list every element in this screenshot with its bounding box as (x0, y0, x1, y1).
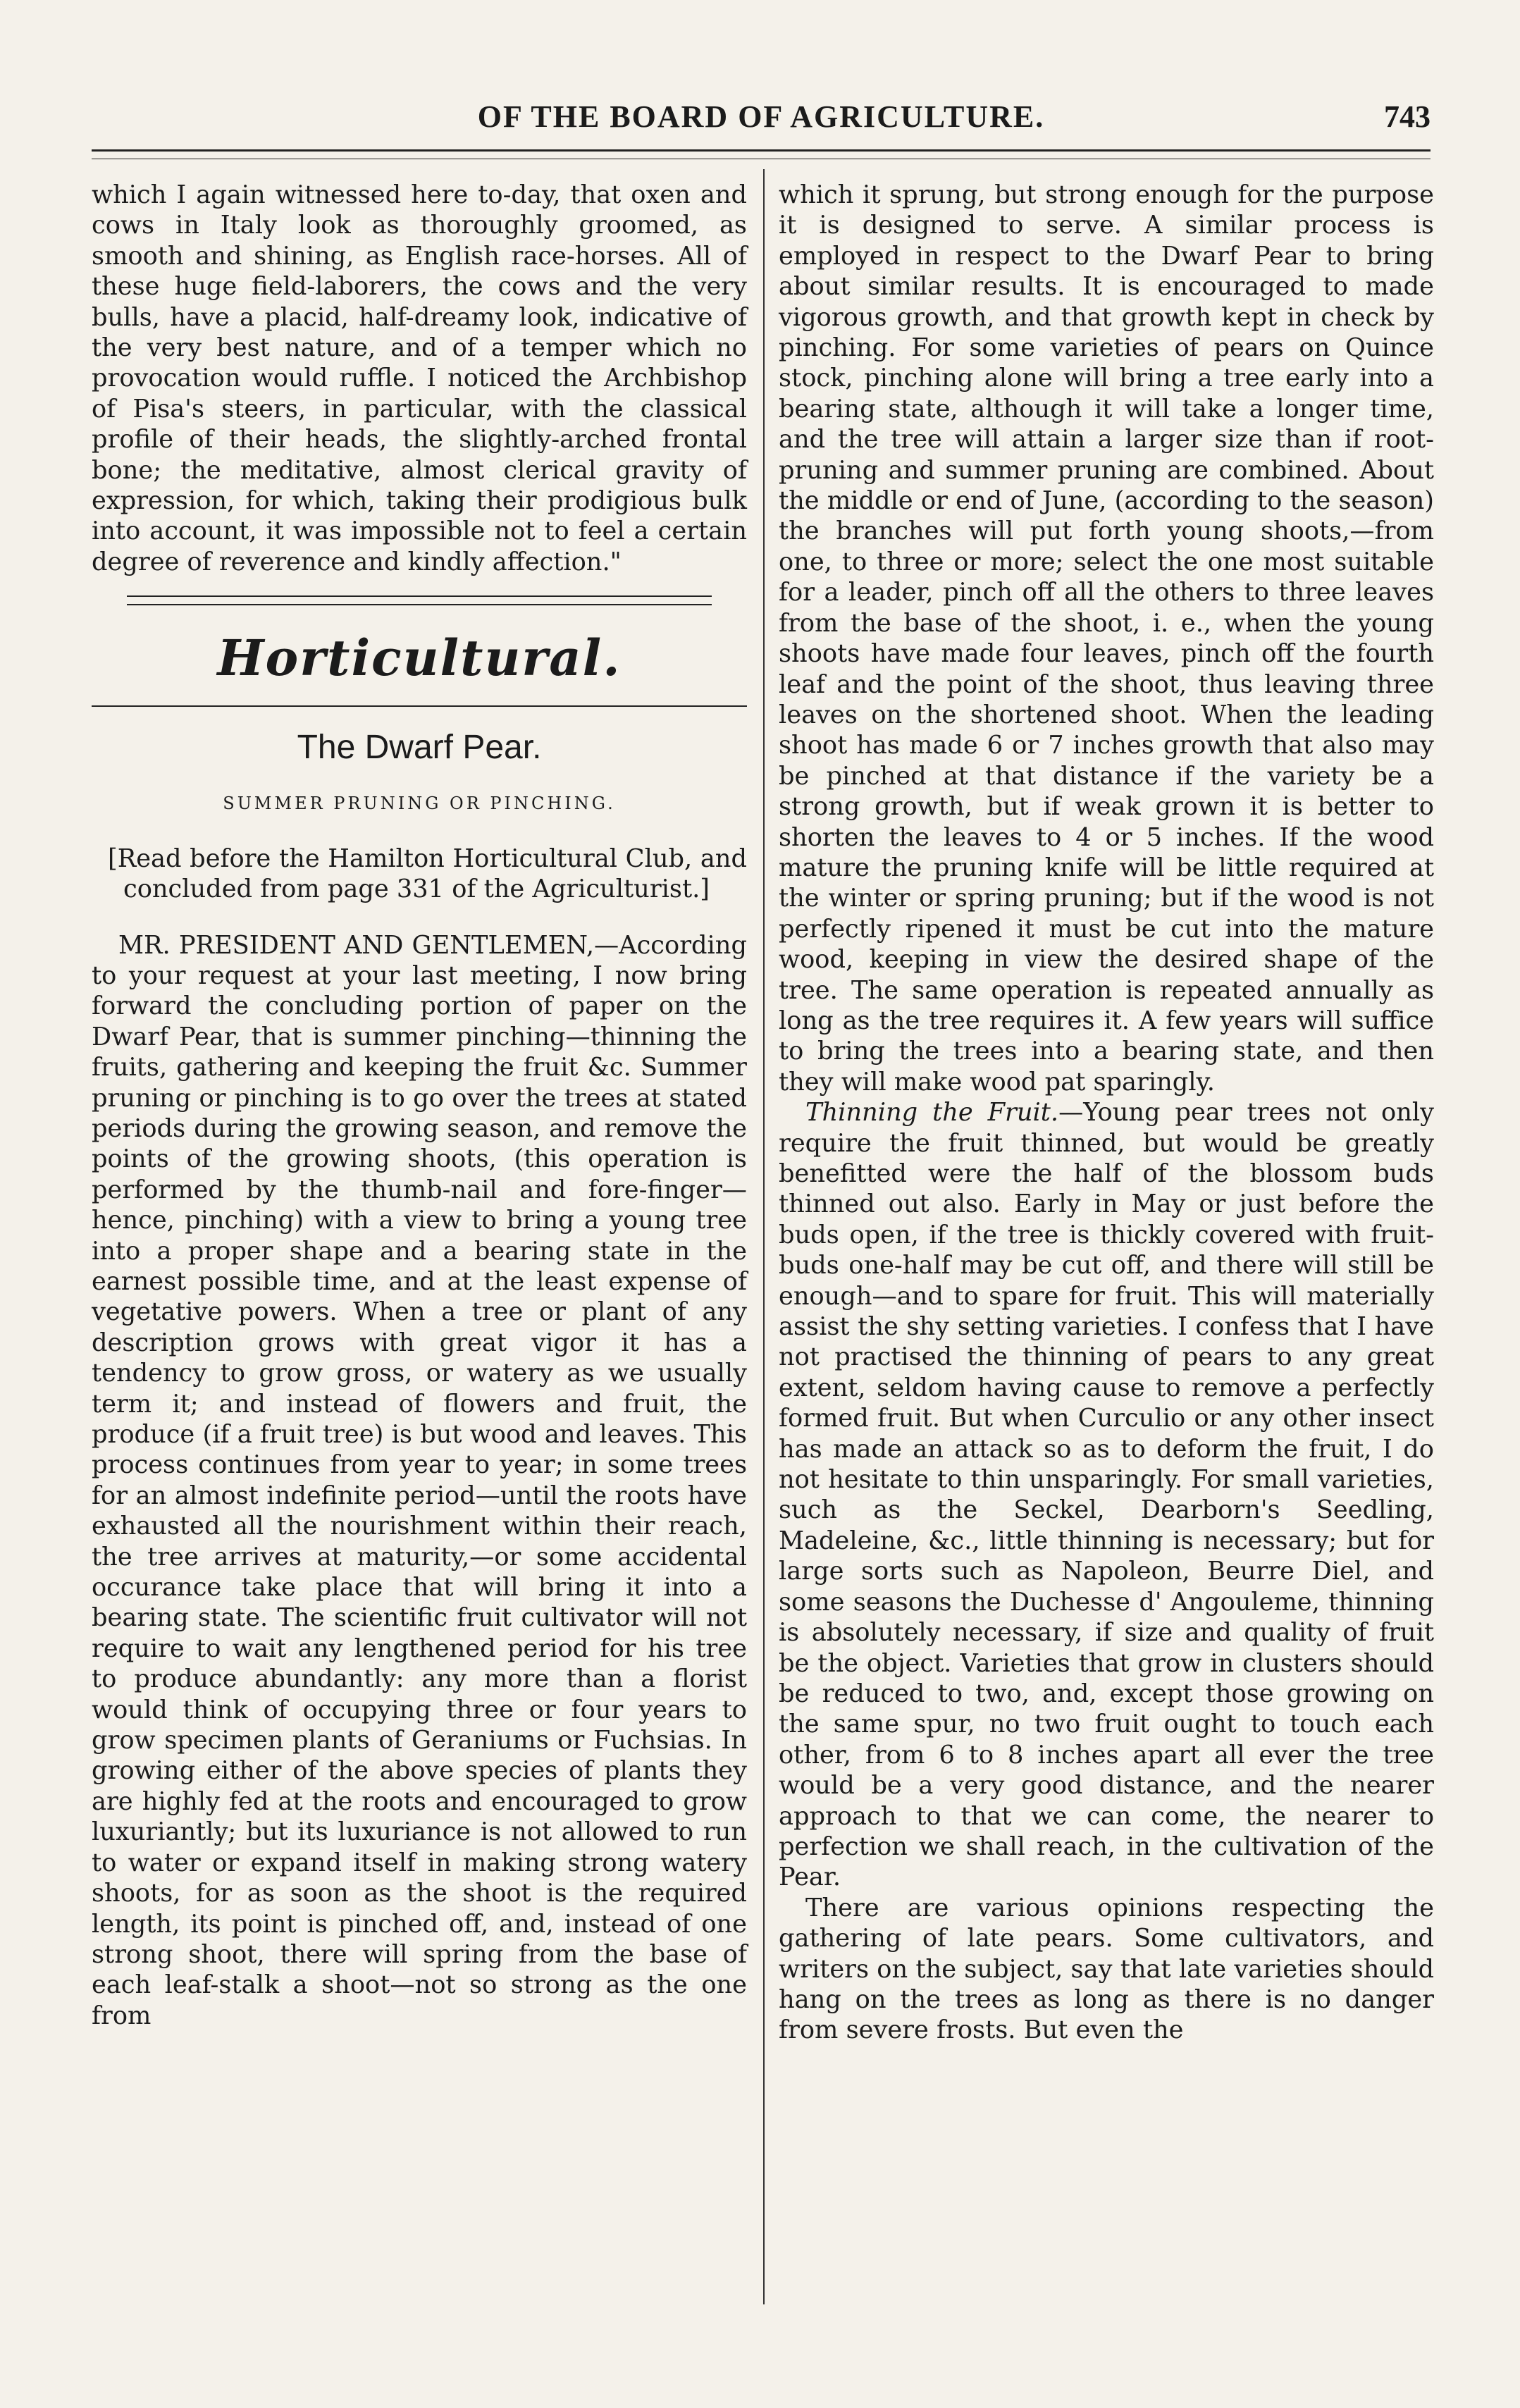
section-divider (127, 595, 712, 605)
running-title: OF THE BOARD OF AGRICULTURE. (477, 99, 1045, 134)
body-paragraph: MR. PRESIDENT AND GENTLEMEN,—According to your request at your last meeting, I now bring forward the concluding portion of paper on the Dwarf Pear, that is summer pinching—thinning the fruits, gathering and keeping the fruit &c. Summer pruning or pinching is to go over the trees at stated periods during the growing season, and remove the points of the growing shoots, (this operation is performed by the thumb-nail and fore-finger—hence, pinching) with a view to bring a young tree into a proper shape and a bearing state in the earnest possible time, and at the least expense of vegetative powers. When a tree or plant of any description grows with great vigor it has a tendency to grow gross, or watery as we usually term it; and instead of flowers and fruit, the produce (if a fruit tree) is but wood and leaves. This process continues from year to year; in some trees for an almost indefinite period—until the roots have exhausted all the nourishment within their reach, the tree arrives at maturity,—or some accidental occurance take place that will bring it into a bearing state. The scientific fruit cultivator will not require to wait any lengthened period for his tree to produce abundantly: any more than a florist would think of occupying three or four years to grow specimen plants of Geraniums or Fuchsias. In growing either of the above species of plants they are highly fed at the roots and encouraged to grow luxuriantly; but its luxuriance is not allowed to run to water or expand itself in making strong watery shoots, for as soon as the shoot is the required length, its point is pinched off, and, instead of one strong shoot, there will spring from the base of each leaf-stalk a shoot—not so strong as the one from (92, 930, 747, 2030)
right-column (779, 180, 1434, 2046)
section-title: Horticultural. (217, 629, 622, 688)
body-paragraph (779, 1097, 1434, 1893)
section-rule (92, 705, 747, 707)
article-title: The Dwarf Pear. (297, 729, 542, 767)
body-paragraph: which it sprung, but strong enough for the purpose it is designed to serve. A similar process is employed in respect to the Dwarf Pear to bring about similar results. It is encouraged to made vigorous growth, and that growth kept in check by pinching. For some varieties of pears on Quince stock, pinching alone will bring a tree early into a bearing state, although it will take a longer time, and the tree will attain a larger size than if root-pruning and summer pruning are combined. About the middle or end of June, (according to the season) the branches will put forth young shoots,—from one, to three or more; select the one most suitable for a leader, pinch off all the others to three leaves from the base of the shoot, i. e., when the young shoots have made four leaves, pinch off the fourth leaf and the point of the shoot, thus leaving three leaves on the shortened shoot. When the leading shoot has made 6 or 7 inches growth that also may be pinched at that distance if the variety be a strong growth, but if weak grown it is better to shorten the leaves to 4 or 5 inches. If the wood mature the pruning knife will be little required at the winter or spring pruning; but if the wood is not perfectly ripened it must be cut into the mature wood, keeping in view the desired shape of the tree. The same operation is repeated annually as long as the tree requires it. A few years will suffice to bring the trees into a bearing state, and then they will make wood pat sparingly. (779, 180, 1434, 1097)
paragraph-text: —Young pear trees not only require the fruit thinned, but would be greatly benefitted were the half of the blossom buds thinned out also. Early in May or just before the buds open, if the tree is thickly covered with fruit-buds one-half may be cut off, and there will still be enough—and to spare for fruit. This will materially assist the shy setting varieties. I confess that I have not practised the thinning of pears to any great extent, seldom having cause to remove a perfectly formed fruit. But when Curculio or any other insect has made an attack so as to deform the fruit, I do not hesitate to thin unsparingly. For small varieties, such as the Seckel, Dearborn's Seedling, Madeleine, &c., little thinning is necessary; but for large sorts such as Napoleon, Beurre Diel, and some seasons the Duchesse d' Angouleme, thinning is absolutely necessary, if size and quality of fruit be the object. Varieties that grow in clusters should be reduced to two, and, except those growing on the same spur, no two fruit ought to touch each other, from 6 to 8 inches apart all ever the tree would be a very good distance, and the nearer approach to that we can come, the nearer to perfection we shall reach, in the cultivation of the Pear. (779, 1098, 1434, 1892)
article-subtitle: SUMMER PRUNING OR PINCHING. (223, 794, 616, 814)
page-number: 743 (1384, 99, 1431, 134)
body-paragraph: There are various opinions respecting the gathering of late pears. Some cultivators, and writers on the subject, say that late varieties should hang on the trees as long as there is no danger from severe frosts. But even the (779, 1893, 1434, 2045)
left-column (92, 180, 747, 2031)
header-rule (92, 149, 1431, 159)
column-divider (763, 169, 765, 2304)
quote-paragraph: which I again witnessed here to-day, that oxen and cows in Italy look as thoroughly groomed, as smooth and shining, as English race-horses. All of these huge field-laborers, the cows and the very bulls, have a placid, half-dreamy look, indicative of the very best nature, and of a temper which no provocation would ruffle. I noticed the Archbishop of Pisa's steers, in particular, with the classical profile of their heads, the slightly-arched frontal bone; the meditative, almost clerical gravity of expression, for which, taking their prodigious bulk into account, it was impossible not to feel a certain degree of reverence and kindly affection." (92, 180, 747, 576)
paragraph-heading: Thinning the Fruit. (805, 1098, 1059, 1128)
editorial-note: [Read before the Hamilton Horticultural Club, and concluded from page 331 of the Agriculturist.] (108, 844, 747, 904)
